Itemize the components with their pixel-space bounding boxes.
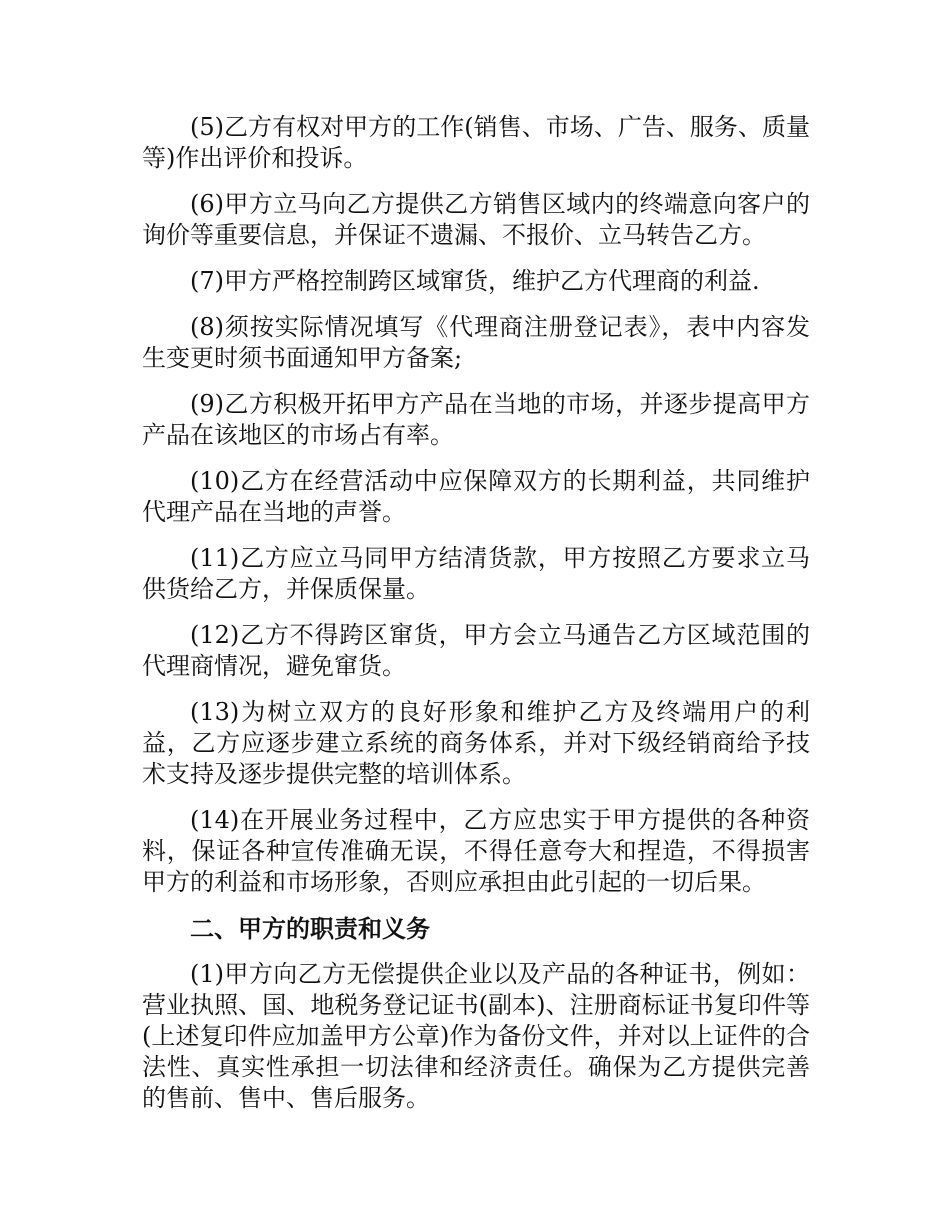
clause-paragraph: (6)甲方立马向乙方提供乙方销售区域内的终端意向客户的询价等重要信息，并保证不遗漏、不报价、立马转告乙方。: [142, 190, 810, 249]
clause-paragraph: (14)在开展业务过程中，乙方应忠实于甲方提供的各种资料，保证各种宣传准确无误，不得任意夸大和捏造，不得损害甲方的利益和市场形象，否则应承担由此引起的一切后果。: [142, 806, 810, 896]
document-page: [142, 112, 810, 1129]
clause-paragraph: (7)甲方严格控制跨区域窜货，维护乙方代理商的利益.: [190, 267, 760, 295]
section-heading: 二、甲方的职责和义务: [190, 914, 430, 943]
clause-paragraph: (12)乙方不得跨区窜货，甲方会立马通告乙方区域范围的代理商情况，避免窜货。: [142, 621, 810, 680]
clause-paragraph: (13)为树立双方的良好形象和维护乙方及终端用户的利益，乙方应逐步建立系统的商务体系，并对下级经销商给予技术支持及逐步提供完整的培训体系。: [142, 698, 810, 788]
clause-paragraph: (10)乙方在经营活动中应保障双方的长期利益，共同维护代理产品在当地的声誉。: [142, 467, 810, 526]
clause-paragraph: (1)甲方向乙方无偿提供企业以及产品的各种证书，例如：营业执照、国、地税务登记证书(副本)、注册商标证书复印件等(上述复印件应加盖甲方公章)作为备份文件，并对以上证件的合法性、真实性承担一切法律和经济责任。确保为乙方提供完善的售前、售中、售后服务。: [142, 960, 810, 1112]
clause-paragraph: (8)须按实际情况填写《代理商注册登记表》，表中内容发生变更时须书面通知甲方备案;: [142, 313, 810, 372]
clause-paragraph: (11)乙方应立马同甲方结清货款，甲方按照乙方要求立马供货给乙方，并保质保量。: [142, 544, 810, 603]
clause-paragraph: (5)乙方有权对甲方的工作(销售、市场、广告、服务、质量等)作出评价和投诉。: [142, 113, 810, 172]
clause-paragraph: (9)乙方积极开拓甲方产品在当地的市场，并逐步提高甲方产品在该地区的市场占有率。: [142, 390, 810, 449]
